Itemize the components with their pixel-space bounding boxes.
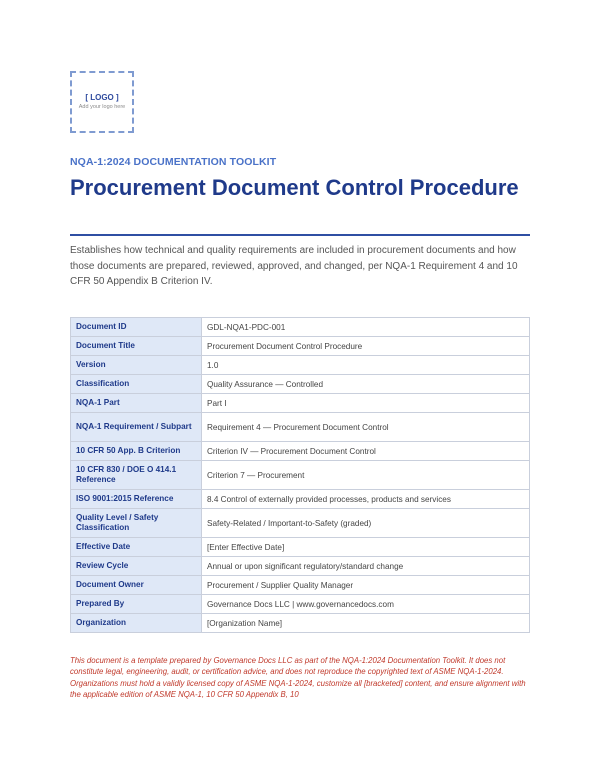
logo-subtext: Add your logo here: [78, 104, 126, 110]
row-label: Document Title: [71, 337, 202, 356]
row-value: Criterion 7 — Procurement: [202, 461, 530, 490]
row-label: NQA-1 Part: [71, 394, 202, 413]
row-value: Annual or upon significant regulatory/standard change: [202, 557, 530, 576]
table-row: [71, 538, 530, 557]
table-row: [71, 442, 530, 461]
row-value: Governance Docs LLC | www.governancedocs.com: [202, 595, 530, 614]
row-value: Safety-Related / Important-to-Safety (graded): [202, 509, 530, 538]
row-value: Procurement Document Control Procedure: [202, 337, 530, 356]
row-value: Quality Assurance — Controlled: [202, 375, 530, 394]
row-value: Criterion IV — Procurement Document Control: [202, 442, 530, 461]
table-row: [71, 614, 530, 633]
row-label: Prepared By: [71, 595, 202, 614]
table-row: [71, 337, 530, 356]
table-row: [71, 595, 530, 614]
table-row: [71, 509, 530, 538]
table-row: [71, 318, 530, 337]
row-label: ISO 9001:2015 Reference: [71, 490, 202, 509]
table-row: [71, 394, 530, 413]
row-value: 1.0: [202, 356, 530, 375]
title-divider: [70, 234, 530, 236]
row-value: Requirement 4 — Procurement Document Control: [202, 413, 530, 442]
row-value: [Organization Name]: [202, 614, 530, 633]
table-row: [71, 461, 530, 490]
row-label: Document ID: [71, 318, 202, 337]
table-row: [71, 557, 530, 576]
row-label: Review Cycle: [71, 557, 202, 576]
row-value: [Enter Effective Date]: [202, 538, 530, 557]
row-label: Version: [71, 356, 202, 375]
disclaimer-text: This document is a template prepared by Governance Docs LLC as part of the NQA-1:2024 Documentation Toolkit. It does not constitute legal, engineering, audit, or certification advice, and does not reproduce the copyrighted text of ASME NQA-1-2024. Organizations must hold a validly licensed copy of ASME NQA-1-2024, customize all [bracketed] content, and ensure alignment with the applicable edition of ASME NQA-1, 10 CFR 50 Appendix B, 10: [70, 656, 526, 699]
logo-placeholder: [70, 71, 134, 133]
row-label: 10 CFR 50 App. B Criterion: [71, 442, 202, 461]
row-label: Organization: [71, 614, 202, 633]
row-label: Effective Date: [71, 538, 202, 557]
toolkit-kicker: NQA-1:2024 DOCUMENTATION TOOLKIT: [70, 156, 277, 168]
row-value: Part I: [202, 394, 530, 413]
row-label: 10 CFR 830 / DOE O 414.1 Reference: [71, 461, 202, 490]
row-label: NQA-1 Requirement / Subpart: [71, 413, 202, 442]
table-row: [71, 413, 530, 442]
document-metadata-table: [70, 317, 530, 633]
table-row: [71, 576, 530, 595]
logo-text: [ LOGO ]: [85, 93, 119, 102]
row-label: Document Owner: [71, 576, 202, 595]
table-row: [71, 490, 530, 509]
page-title: Procurement Document Control Procedure: [70, 175, 519, 200]
row-value: 8.4 Control of externally provided processes, products and services: [202, 490, 530, 509]
table-row: [71, 356, 530, 375]
table-row: [71, 375, 530, 394]
row-value: Procurement / Supplier Quality Manager: [202, 576, 530, 595]
row-label: Classification: [71, 375, 202, 394]
row-label: Quality Level / Safety Classification: [71, 509, 202, 538]
row-value: GDL-NQA1-PDC-001: [202, 318, 530, 337]
intro-paragraph: Establishes how technical and quality requirements are included in procurement documents and how those documents are prepared, reviewed, approved, and changed, per NQA-1 Requirement 4 and 10 CFR 50 Appendix B Criterion IV.: [70, 245, 518, 287]
